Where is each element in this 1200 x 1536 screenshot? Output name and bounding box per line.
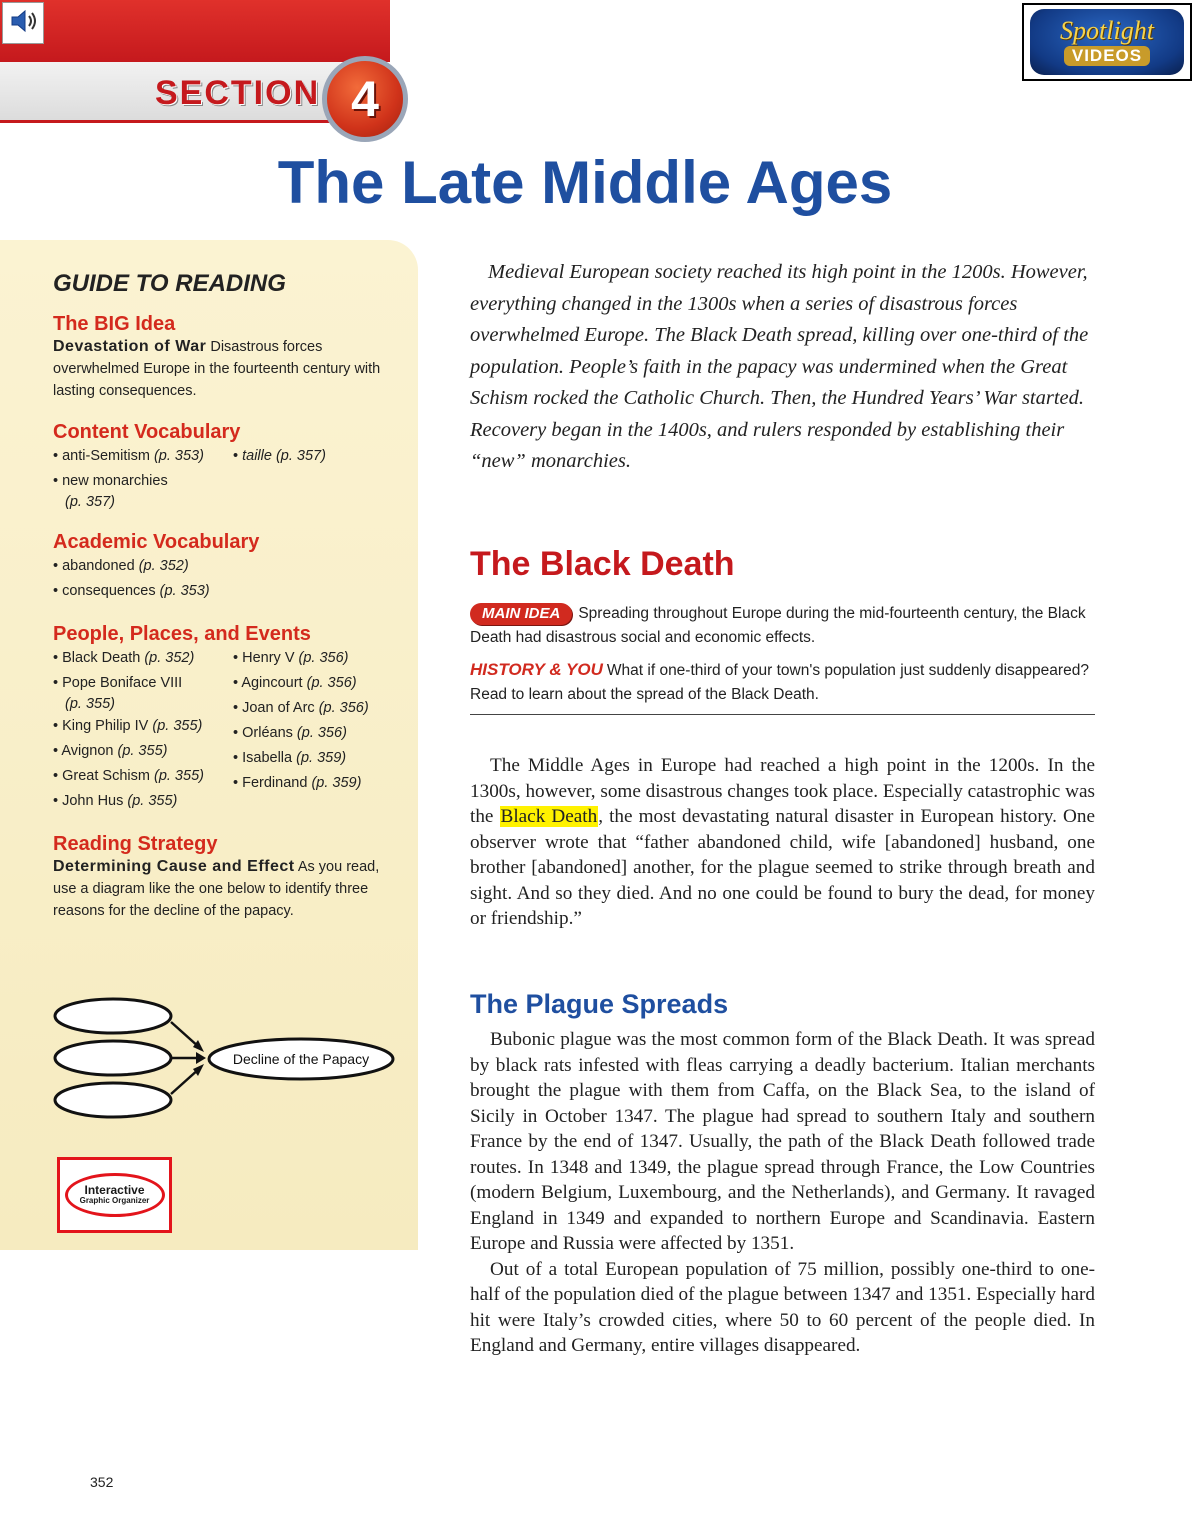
- people-item: • King Philip IV (p. 355): [53, 718, 203, 734]
- big-idea-lead: Devastation of War: [53, 338, 207, 355]
- page-number: 352: [90, 1474, 114, 1490]
- history-you-text: What if one-third of your town's population just suddenly disappeared? Read to learn about the spread of the Black Death.: [470, 662, 1089, 703]
- guide-sidebar: [0, 240, 418, 1250]
- vocab-item: • consequences (p. 353): [53, 583, 210, 599]
- people-item: • Ferdinand (p. 359): [233, 775, 362, 791]
- people-item: • Black Death (p. 352): [53, 650, 195, 666]
- effect-label: Decline of the Papacy: [232, 1051, 370, 1067]
- spotlight-videos-button[interactable]: [1022, 3, 1192, 81]
- people-item: • Great Schism (p. 355): [53, 768, 204, 784]
- people-item: • Orléans (p. 356): [233, 725, 347, 741]
- main-idea-text: Spreading throughout Europe during the mid-fourteenth century, the Black Death had disastrous social and economic effects.: [470, 605, 1086, 646]
- cause-oval-2: [55, 1041, 171, 1075]
- cause-oval-3: [55, 1083, 171, 1117]
- vocab-item: • new monarchies (p. 357): [53, 473, 168, 510]
- people-item: • Isabella (p. 359): [233, 750, 347, 766]
- people-item: • Joan of Arc (p. 356): [233, 700, 369, 716]
- spotlight-videos-label: VIDEOS: [1064, 46, 1150, 66]
- body-paragraph-1: The Middle Ages in Europe had reached a high point in the 1200s. In the 1300s, however, some disastrous changes took place. Especially catastrophic was the Black Death, the most devastating natural disaster in European history. One observer wrote that “father abandoned child, wife [abandoned] husband, one brother [abandoned] another, for the plague seemed to strike through breath and sight. And so they died. And no one could be found to bury the dead, for money or friendship.”: [470, 755, 1095, 929]
- cause-effect-diagram: [52, 996, 402, 1136]
- heading-plague-spreads: The Plague Spreads: [470, 989, 729, 1019]
- reading-strategy-heading: Reading Strategy: [53, 833, 218, 855]
- cause-oval-1: [55, 999, 171, 1033]
- body-paragraph-3: Out of a total European population of 75 million, possibly one-third to one-half of the population died of the plague between 1347 and 1351. Especially hard hit were Italy’s crowded cities, where 50 to 60 percent of the people died. In England and Germany, entire villages disappeared.: [470, 1258, 1095, 1356]
- section-banner: [0, 0, 390, 62]
- section-number: 4: [322, 56, 408, 142]
- audio-button[interactable]: [2, 2, 44, 44]
- academic-vocab-heading: Academic Vocabulary: [53, 531, 260, 553]
- spotlight-word: Spotlight: [1060, 16, 1154, 45]
- divider-rule: [470, 714, 1095, 715]
- main-column: [470, 257, 1095, 1356]
- organizer-logo: [65, 1173, 165, 1217]
- page-title: The Late Middle Ages: [277, 149, 893, 216]
- body-paragraph-2: Bubonic plague was the most common form of the Black Death. It was spread by black rats infested with fleas carrying a deadly bacterium. Italian merchants brought the plague with them from Caffa, on the Black Sea, to the island of Sicily in October 1347. The plague had spread to southern Italy and southern France by the end of 1347. Usually, the path of the Black Death followed trade routes. In 1348 and 1349, the plague spread through France, the Low Countries (modern Belgium, Luxembourg, and the Netherlands), and Germany. It ravaged England in 1349 and expanded to northern Europe and Scandinavia. Eastern Europe and Russia were affected by 1351.: [470, 1029, 1095, 1254]
- spotlight-logo: [1030, 9, 1184, 75]
- people-item: • Avignon (p. 355): [53, 743, 168, 759]
- people-item: • John Hus (p. 355): [53, 793, 178, 809]
- glossary-term-black-death[interactable]: Black Death: [500, 806, 598, 827]
- intro-paragraph: Medieval European society reached its high point in the 1200s. However, everything changed in the 1300s when a series of disastrous forces overwhelmed Europe. The Black Death spread, killing over one-third of the population. People’s faith in the papacy was undermined when the Great Schism rocked the Catholic Church. Then, the Hundred Years’ War started. Recovery began in the 1400s, and rulers responded by establishing their “new” monarchies.: [470, 261, 1089, 472]
- big-idea-heading: The BIG Idea: [53, 313, 176, 335]
- vocab-item: • abandoned (p. 352): [53, 558, 189, 574]
- reading-strategy-text: [53, 856, 403, 922]
- people-item: • Henry V (p. 356): [233, 650, 349, 666]
- strategy-lead: Determining Cause and Effect: [53, 858, 295, 875]
- heading-black-death: The Black Death: [470, 545, 735, 583]
- vocab-item: • anti-Semitism (p. 353): [53, 448, 204, 464]
- section-label: SECTION: [155, 74, 321, 112]
- organizer-line2: Graphic Organizer: [79, 1196, 150, 1205]
- interactive-organizer-button[interactable]: [57, 1157, 172, 1233]
- main-idea-box: [470, 602, 1095, 707]
- strategy-body: As you read, use a diagram like the one below to identify three reasons for the decline of the papacy.: [53, 859, 380, 919]
- big-idea-body: Disastrous forces overwhelmed Europe in the fourteenth century with lasting consequences.: [53, 339, 381, 399]
- vocab-item: • taille (p. 357): [233, 448, 326, 464]
- people-item: • Pope Boniface VIII (p. 355): [53, 675, 183, 712]
- content-vocab-heading: Content Vocabulary: [53, 421, 241, 443]
- history-you-label: HISTORY & YOU: [470, 660, 603, 679]
- people-item: • Agincourt (p. 356): [233, 675, 357, 691]
- people-heading: People, Places, and Events: [53, 623, 311, 645]
- organizer-line1: Interactive: [84, 1183, 145, 1197]
- speaker-icon: [8, 6, 38, 41]
- guide-title: GUIDE TO READING: [53, 270, 286, 297]
- big-idea-text: [53, 336, 403, 402]
- main-idea-badge: MAIN IDEA: [470, 603, 572, 625]
